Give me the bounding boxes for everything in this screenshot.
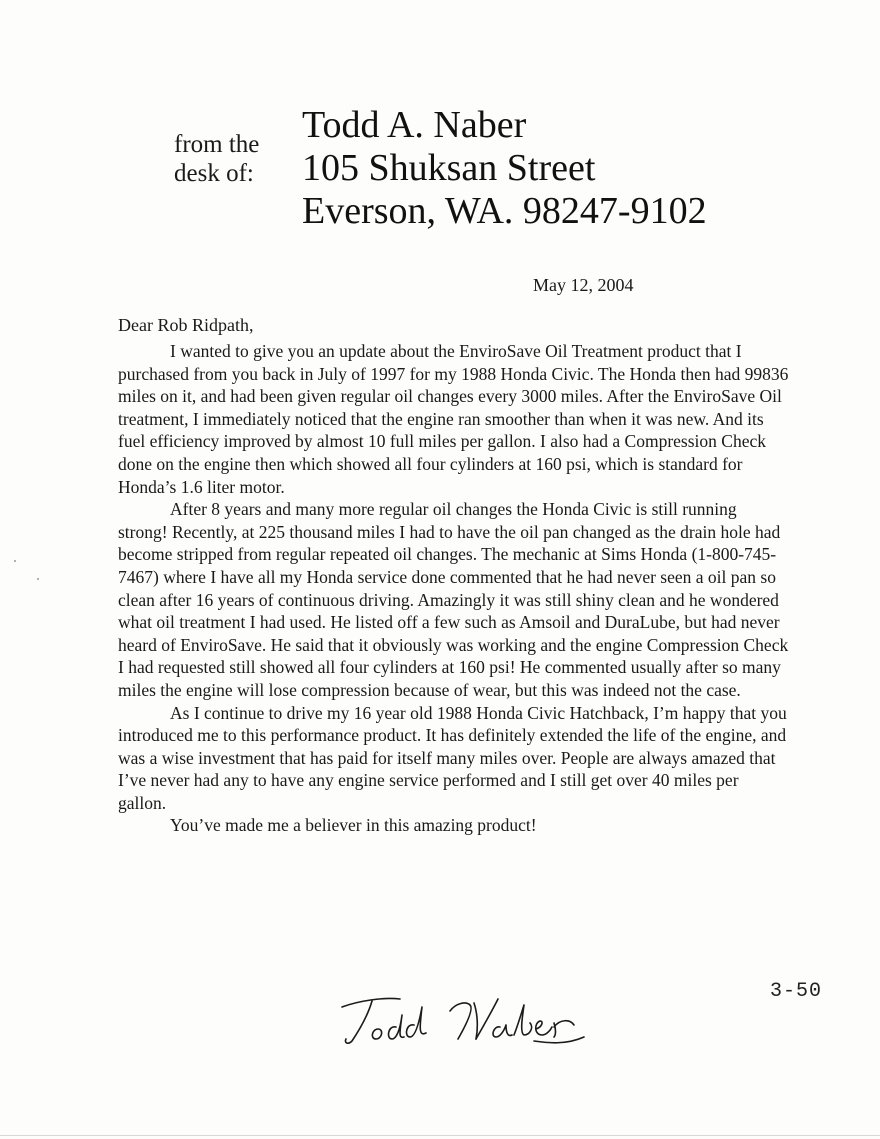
sender-street: 105 Shuksan Street [302,147,596,189]
from-label-line2: desk of: [174,160,254,187]
letterhead-label [174,130,259,188]
scan-speck [37,578,39,580]
handwritten-signature [338,985,588,1055]
scan-speck [14,560,16,562]
scan-edge [0,1135,880,1136]
from-label-line1: from the [174,131,260,158]
letter-body [118,340,790,837]
body-paragraph-4: You’ve made me a believer in this amazing product! [170,815,537,836]
page-number: 3-50 [770,980,823,1003]
sender-address [302,104,707,233]
sender-name: Todd A. Naber [302,104,527,146]
body-paragraph-2: After 8 years and many more regular oil changes the Honda Civic is still running strong! Recently, at 225 thousand miles I had to have the oil pan changed as the drain hole had become stripped from regular repeated oil changes. The mechanic at Sims Honda (1-800-745-7467) where I have all my Honda service done commented that he had never seen a oil pan so clean after 16 years of continuous driving. Amazingly it was still shiny clean and he wondered what oil treatment I had used. He listed off a few such as Amsoil and DuraLube, but had never heard of EnviroSave. He said that it obviously was working and the engine Compression Check I had requested still showed all four cylinders at 160 psi! He commented usually after so many miles the engine will lose compression because of wear, but this was indeed not the case. [118,499,789,700]
sender-city: Everson, WA. 98247-9102 [302,190,707,232]
body-paragraph-3: As I continue to drive my 16 year old 1988 Honda Civic Hatchback, I’m happy that you introduced me to this performance product. It has definitely extended the life of the engine, and was a wise investment that has paid for itself many miles over. People are always amazed that I’ve never had any to have any engine service performed and I still get over 40 miles per gallon. [118,702,787,813]
salutation: Dear Rob Ridpath, [118,315,254,335]
body-paragraph-1: I wanted to give you an update about the EnviroSave Oil Treatment product that I purchased from you back in July of 1997 for my 1988 Honda Civic. The Honda then had 99836 miles on it, and had been given regular oil changes every 3000 miles. After the EnviroSave Oil treatment, I immediately noticed that the engine ran smoother than when it was new. And its fuel efficiency improved by almost 10 full miles per gallon. I also had a Compression Check done on the engine then which showed all four cylinders at 160 psi, which is standard for Honda’s 1.6 liter motor. [118,341,789,497]
letter-date: May 12, 2004 [533,275,634,295]
